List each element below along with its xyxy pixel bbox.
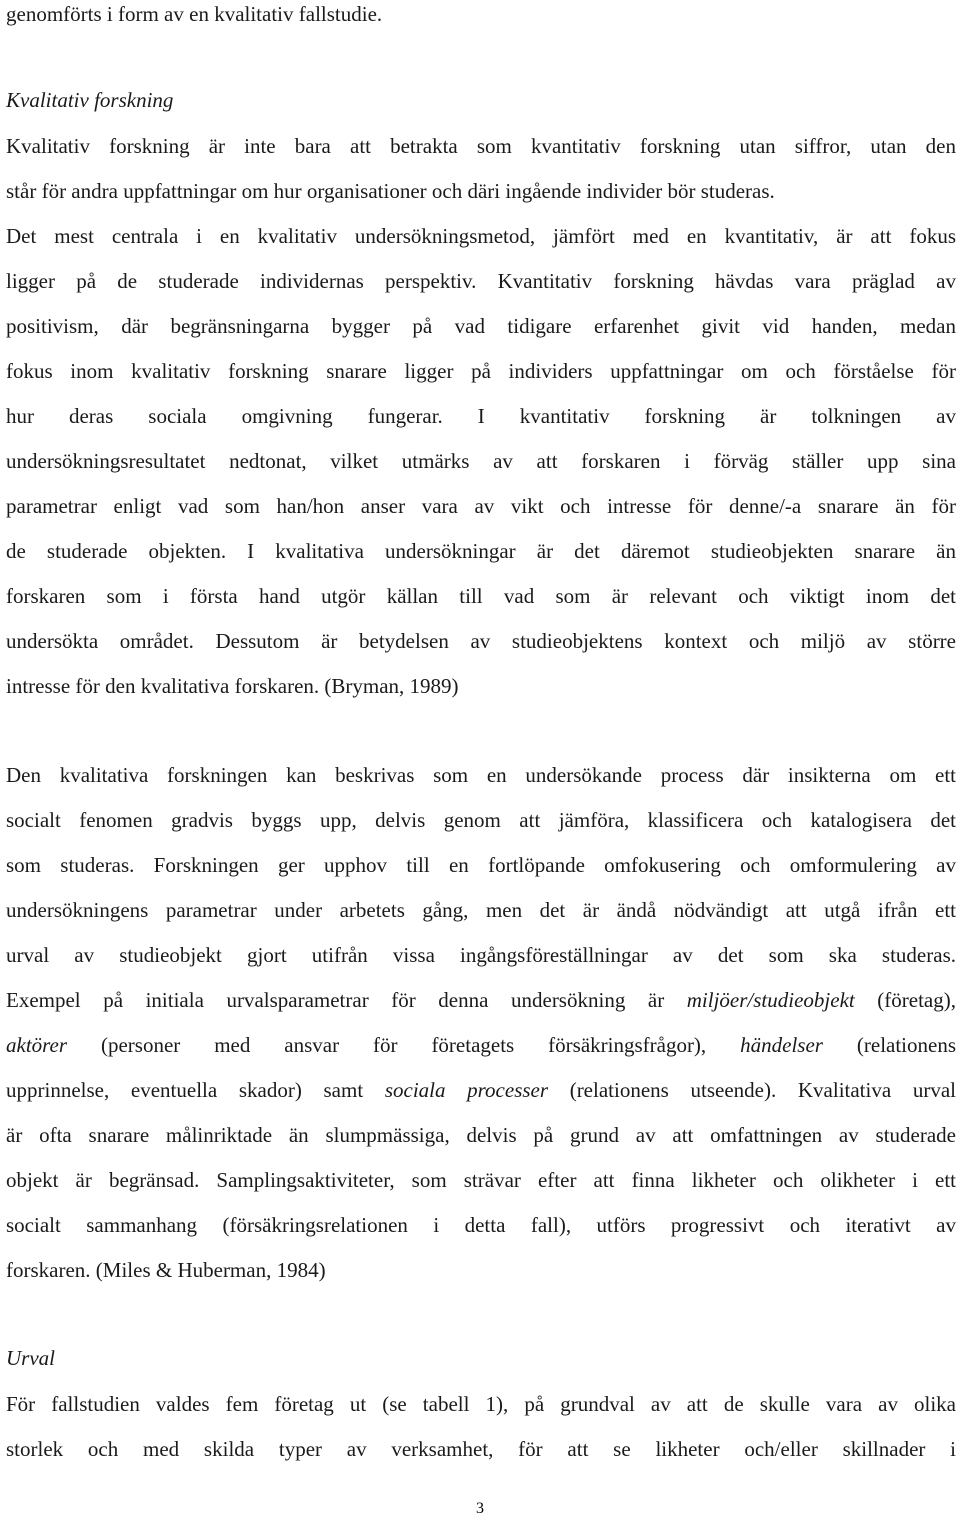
text-line: Den kvalitativa forskningen kan beskrivas som en undersökande process där insikterna om ett xyxy=(6,763,956,787)
text-line-rich xyxy=(6,987,956,1013)
text-line: socialt fenomen gradvis byggs upp, delvis genom att jämföra, klassificera och katalogisera det xyxy=(6,808,956,832)
text-segment: (relationens utseende). Kvalitativa urval xyxy=(548,1078,956,1102)
text-line: de studerade objekten. I kvalitativa undersökningar är det däremot studieobjekten snarare än xyxy=(6,539,956,563)
text-segment: (företag), xyxy=(854,988,956,1012)
text-line-rich xyxy=(6,1032,956,1058)
text-line: storlek och med skilda typer av verksamhet, för att se likheter och/eller skillnader i xyxy=(6,1437,956,1461)
emphasis-term: sociala processer xyxy=(384,1078,549,1102)
text-line: intresse för den kvalitativa forskaren. (Bryman, 1989) xyxy=(6,674,459,698)
text-segment: Exempel på initiala urvalsparametrar för denna undersökning är xyxy=(6,988,687,1012)
text-segment: (personer med ansvar för företagets försäkringsfrågor), xyxy=(67,1033,741,1057)
emphasis-term: aktörer xyxy=(6,1033,68,1057)
text-line: undersökningens parametrar under arbetets gång, men det är ändå nödvändigt att utgå ifrån ett xyxy=(6,898,956,922)
text-line: Det mest centrala i en kvalitativ undersökningsmetod, jämfört med en kvantitativ, är att fokus xyxy=(6,224,956,248)
text-line: socialt sammanhang (försäkringsrelationen i detta fall), utförs progressivt och iterativt av xyxy=(6,1213,956,1237)
text-line: är ofta snarare målinriktade än slumpmässiga, delvis på grund av att omfattningen av studerade xyxy=(6,1123,956,1147)
text-line: urval av studieobjekt gjort utifrån vissa ingångsföreställningar av det som ska studeras. xyxy=(6,943,956,967)
emphasis-term: händelser xyxy=(740,1033,823,1057)
document-page xyxy=(6,0,956,1521)
text-line: positivism, där begränsningarna bygger på vad tidigare erfarenhet givit vid handen, medan xyxy=(6,314,956,338)
text-line: ligger på de studerade individernas perspektiv. Kvantitativ forskning hävdas vara präglad av xyxy=(6,269,956,293)
section-heading-kvalitativ-forskning: Kvalitativ forskning xyxy=(6,88,174,112)
page-number: 3 xyxy=(476,1500,484,1517)
text-line: forskaren. (Miles & Huberman, 1984) xyxy=(6,1258,326,1282)
text-line-rich xyxy=(6,1077,956,1103)
text-line: undersökta området. Dessutom är betydelsen av studieobjektens kontext och miljö av större xyxy=(6,629,956,653)
text-line: fokus inom kvalitativ forskning snarare ligger på individers uppfattningar om och förståelse för xyxy=(6,359,956,383)
section-heading-urval: Urval xyxy=(6,1346,55,1370)
emphasis-term: miljöer/studieobjekt xyxy=(686,988,855,1012)
text-line: hur deras sociala omgivning fungerar. I kvantitativ forskning är tolkningen av xyxy=(6,404,956,428)
text-segment: (relationens xyxy=(822,1033,957,1057)
text-line: Kvalitativ forskning är inte bara att betrakta som kvantitativ forskning utan siffror, utan den xyxy=(6,134,956,158)
text-line: som studeras. Forskningen ger upphov till en fortlöpande omfokusering och omformulering av xyxy=(6,853,956,877)
text-line: undersökningsresultatet nedtonat, vilket utmärks av att forskaren i förväg ställer upp sina xyxy=(6,449,956,473)
intro-line: genomförts i form av en kvalitativ fallstudie. xyxy=(6,2,383,26)
text-line: står för andra uppfattningar om hur organisationer och däri ingående individer bör studeras. xyxy=(6,179,775,203)
text-line: objekt är begränsad. Samplingsaktiviteter, som strävar efter att finna likheter och olikheter i ett xyxy=(6,1168,956,1192)
text-segment: upprinnelse, eventuella skador) samt xyxy=(6,1078,385,1102)
text-line: forskaren som i första hand utgör källan till vad som är relevant och viktigt inom det xyxy=(6,584,956,608)
text-line: parametrar enligt vad som han/hon anser vara av vikt och intresse för denne/-a snarare än för xyxy=(6,494,956,518)
text-line: För fallstudien valdes fem företag ut (se tabell 1), på grundval av att de skulle vara av olika xyxy=(6,1392,956,1416)
